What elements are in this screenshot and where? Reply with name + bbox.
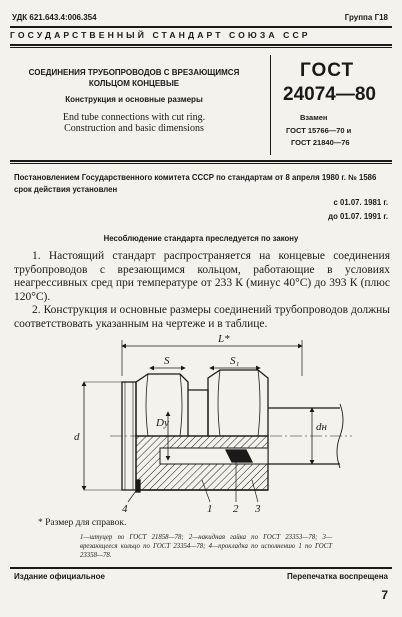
label-4: 4 [122,503,128,515]
replaces-standard-1: ГОСТ 15766—70 и [286,126,352,135]
paragraph-1-text: 1. Настоящий стандарт распространяется на концевые соединения трубопроводов с врезающимся кольцом, работающие в условиях неагрессивных сред при температуре от 233 К (минус 40°С) до 393 К (плюс 120°С). [14,250,390,303]
document-title-ru [14,67,254,89]
title-en-line1: End tube connections with cut ring. [62,112,206,123]
connection-drawing [40,330,360,520]
label-d: d [74,431,80,443]
title-ru-line2: КОЛЬЦОМ КОНЦЕВЫЕ [88,79,180,88]
effective-to-date: до 01.07. 1991 г. [328,212,388,221]
gost-label: ГОСТ [300,60,355,81]
reprint-notice: Перепечатка воспрещена [287,572,388,581]
label-3: 3 [255,503,261,515]
title-divider [270,55,271,155]
document-title-en [14,112,254,134]
udk-code: УДК 621.643.4:006.354 [12,13,97,22]
title-ru-line1: СОЕДИНЕНИЯ ТРУБОПРОВОДОВ С ВРЕЗАЮЩИМСЯ [28,68,240,77]
label-dy: Dу [156,417,169,429]
title-bottom-rule-thin [10,163,392,164]
title-en-line2: Construction and basic dimensions [64,123,204,134]
gost-number: 24074—80 [283,84,376,105]
header-top-rule [10,26,392,28]
document-subtitle-ru: Конструкция и основные размеры [65,95,203,104]
label-dn: dн [316,421,327,433]
paragraph-2 [14,304,390,331]
replaces-label: Взамен [300,113,328,122]
header-bottom-rule [10,44,392,46]
footnote: * Размер для справок. [38,518,127,528]
label-2: 2 [233,503,239,515]
footer-rule [10,567,392,569]
decree-text: Постановлением Государственного комитета СССР по стандартам от 8 апреля 1980 г. № 1586 срок действия установлен [14,173,377,194]
group-code: Группа Г18 [344,13,388,22]
legal-notice: Несоблюдение стандарта преследуется по закону [103,234,299,243]
header-bottom-rule-thin [10,47,392,48]
title-bottom-rule [10,160,392,162]
page-number: 7 [381,588,388,602]
paragraph-2-text: 2. Конструкция и основные размеры соединений трубопроводов должны соответствовать указанным на чертеже и в таблице. [14,304,390,330]
paragraph-1 [14,250,390,304]
issue-label: Издание официальное [14,572,105,581]
effective-from-date: с 01.07. 1981 г. [333,198,388,207]
label-1: 1 [207,503,213,515]
standard-title: ГОСУДАРСТВЕННЫЙ СТАНДАРТ СОЮЗА ССР [10,30,311,40]
label-s: S [164,355,170,367]
replaces-standard-2: ГОСТ 21840—76 [291,138,350,147]
label-l: L* [218,333,230,345]
drawing-legend: 1—штуцер по ГОСТ 21858—78; 2—накидная гайка по ГОСТ 23353—78; 3—врезающееся кольцо по ГОСТ 23354—78; 4—прокладка по исполнению 1 по ГОСТ 23358—78. [80,534,332,559]
label-s1: S₁ [230,355,240,367]
